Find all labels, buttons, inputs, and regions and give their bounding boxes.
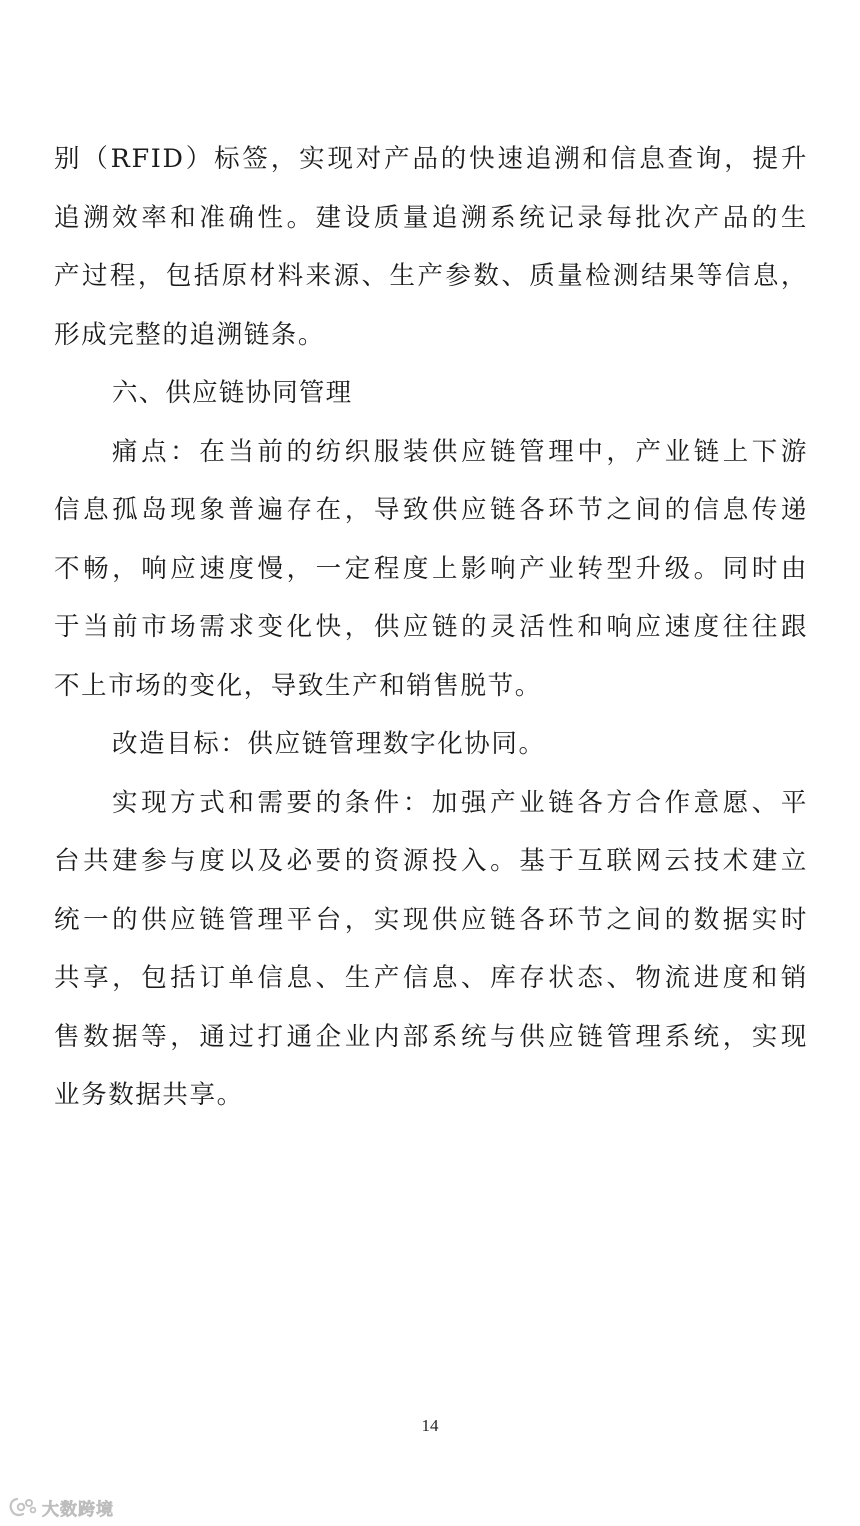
text-line: 统一的供应链管理平台，实现供应链各环节之间的数据实时 bbox=[54, 904, 808, 935]
section-heading: 六、供应链协同管理 bbox=[112, 378, 353, 408]
text-line: 形成完整的追溯链条。 bbox=[54, 319, 326, 350]
paragraph-implementation bbox=[54, 774, 808, 1125]
watermark-logo-icon bbox=[8, 1496, 38, 1518]
paragraph-pain-points bbox=[54, 423, 808, 716]
text-line: 共享，包括订单信息、生产信息、库存状态、物流进度和销 bbox=[54, 963, 808, 993]
paragraph-traceability-continued bbox=[54, 130, 808, 364]
text-line: 痛点：在当前的纺织服装供应链管理中，产业链上下游 bbox=[112, 436, 808, 467]
text-line: 业务数据共享。 bbox=[54, 1080, 244, 1110]
text-line: 实现方式和需要的条件：加强产业链各方合作意愿、平 bbox=[112, 787, 808, 818]
paragraph-goal bbox=[54, 715, 808, 774]
text-line: 别（RFID）标签，实现对产品的快速追溯和信息查询，提升 bbox=[54, 144, 808, 174]
text-line: 改造目标：供应链管理数字化协同。 bbox=[112, 729, 546, 759]
page-number: 14 bbox=[421, 1416, 439, 1435]
watermark-text: 大数跨境 bbox=[42, 1499, 114, 1520]
document-body bbox=[54, 130, 808, 1125]
text-line: 信息孤岛现象普遍存在，导致供应链各环节之间的信息传递 bbox=[54, 495, 808, 525]
text-line: 产过程，包括原材料来源、生产参数、质量检测结果等信息， bbox=[54, 261, 808, 291]
watermark bbox=[8, 1494, 114, 1520]
text-line: 不畅，响应速度慢，一定程度上影响产业转型升级。同时由 bbox=[54, 553, 808, 584]
text-line: 售数据等，通过打通企业内部系统与供应链管理系统，实现 bbox=[54, 1021, 808, 1052]
text-line: 于当前市场需求变化快，供应链的灵活性和响应速度往往跟 bbox=[54, 612, 808, 642]
text-line: 追溯效率和准确性。建设质量追溯系统记录每批次产品的生 bbox=[54, 202, 808, 233]
text-line: 不上市场的变化，导致生产和销售脱节。 bbox=[54, 670, 542, 701]
text-line: 台共建参与度以及必要的资源投入。基于互联网云技术建立 bbox=[54, 846, 808, 876]
